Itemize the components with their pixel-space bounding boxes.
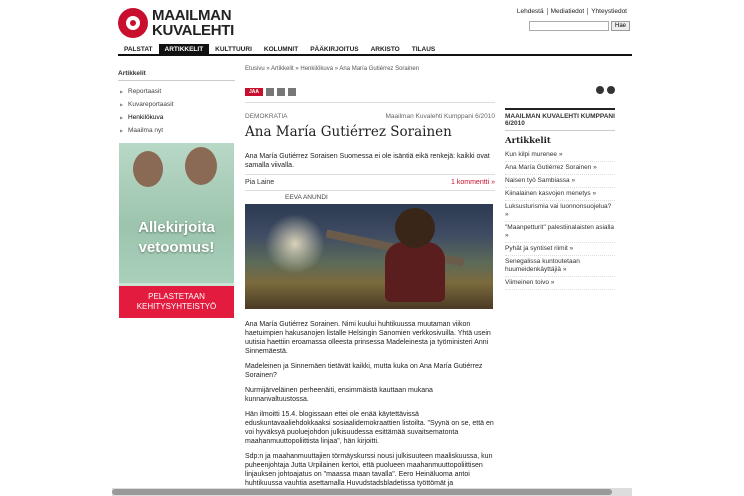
main-nav [118,44,632,56]
share-button[interactable]: JAA [245,88,263,96]
add-icon[interactable] [288,88,296,96]
search-button[interactable]: Hae [611,21,630,31]
toplink-lehdesta[interactable]: Lehdestä [516,8,544,15]
divider [245,102,495,103]
logo-mark-icon [118,8,148,38]
child-face-image [185,147,217,185]
sidebar-title: Artikkelit [118,70,235,81]
promo-band-line2: KEHITYSYHTEISTYÖ [136,302,217,311]
author: Pia Laine [245,179,275,186]
promo-band-line1: PELASTETAAN [148,292,205,301]
toplink-yhteystiedot[interactable]: Yhteystiedot [587,8,630,15]
nav-arkisto[interactable]: ARKISTO [370,46,400,53]
paragraph: Sdp:n ja maahanmuuttajien törmäyskurssi nousi julkisuuteen maaliskuussa, kun puheenjohtaja Jutta Urpilainen kertoi, että puolueen maahanmuuttopoliittisen linjauksen johtoajatus on "maassa maan tavalla". Eero Heinäluoma antoi huhtikuussa vauhtia asettamalla Huvudstadsbladetissa työttömät ja [245,453,493,487]
search-box [529,21,630,31]
photo-credit: EEVA ANUNDI [285,194,328,201]
article-photo [245,204,493,309]
issue-header: MAAILMAN KUVALEHTI KUMPPANI 6/2010 [505,108,615,131]
search-input[interactable] [529,21,609,31]
petition-banner[interactable] [119,143,234,318]
issue-link[interactable]: Kun kilpi murenee » [505,149,615,162]
child-face-image [133,151,163,187]
issue-link[interactable]: Viimeinen toivo » [505,277,615,290]
article-category: DEMOKRATIA [245,113,288,120]
facebook-icon[interactable] [266,88,274,96]
issue-link[interactable]: Kiinalainen kasvojen menetys » [505,188,615,201]
issue-link[interactable]: Pyhät ja syntiset riimit » [505,243,615,256]
right-tools [505,86,615,94]
toplink-mediatiedot[interactable]: Mediatiedot [547,8,588,15]
breadcrumb: Etusivu » Artikkelit » Henkilökuva » Ana María Gutiérrez Sorainen [245,66,420,72]
site-logo[interactable] [118,8,234,38]
page-title: Ana María Gutiérrez Sorainen [245,124,452,140]
sidebar-item-henkilokuva[interactable]: ▶ Henkilökuva [118,111,235,124]
byline [245,174,495,191]
article-body [245,320,495,496]
issue-link[interactable]: Ana María Gutiérrez Sorainen » [505,162,615,175]
sidebar-item-maailma-nyt[interactable]: ▶ Maailma nyt [118,124,235,137]
top-links [514,8,630,15]
paragraph: Madeleinen ja Sinnemäen tietävät kaikki, mutta kuka on Ana María Gutiérrez Sorainen? [245,363,483,379]
paragraph: Ana María Gutiérrez Sorainen. Nimi kuului huhtikuussa muutaman viikon haetuimpien hakusanojen listalle Helsingin Sanomien verkkosivuilla. Yhtä usein uutisia haettiin eroamassa olleesta prinsessa Madeleinesta ja työministeri Anni Sinnemäestä. [245,321,491,355]
promo-headline-2: vetoomus! [138,239,215,256]
scrollbar-thumb[interactable] [112,489,612,495]
promo-band [119,286,234,318]
email-icon[interactable] [596,86,604,94]
paragraph: Nurmijärveläinen perheenäiti, ensimmäistä kauttaan mukana kunnanvaltuustossa. [245,387,433,403]
logo-line1: MAAILMAN [152,7,232,24]
print-icon[interactable] [607,86,615,94]
nav-kulttuuri[interactable]: KULTTUURI [215,46,252,53]
nav-artikkelit[interactable]: ARTIKKELIT [159,44,210,54]
sidebar-item-reportaasit[interactable]: ▶ Reportaasit [118,85,235,98]
nav-palstat[interactable]: PALSTAT [124,46,153,53]
issue-link[interactable]: Senegalissa kuntoutetaan huumeidenkäyttäjiä » [505,256,615,277]
promo-headline-1: Allekirjoita [138,219,215,236]
right-sidebar [505,86,615,290]
issue-subtitle: Artikkelit [505,136,551,146]
share-tools [245,88,296,96]
promo-photo [119,143,234,283]
nav-tilaus[interactable]: TILAUS [411,46,436,53]
left-sidebar [118,70,235,137]
issue-link[interactable]: "Maanpetturit" palestiinalaisten asialla » [505,222,615,243]
comments-link[interactable]: 1 kommentti » [451,179,495,186]
article-issue: Maailman Kuvalehti Kumppani 6/2010 [385,113,495,120]
article-meta [245,113,495,120]
logo-line2: KUVALEHTI [152,22,235,39]
nav-kolumnit[interactable]: KOLUMNIT [263,46,299,53]
paragraph: Hän ilmoitti 15.4. blogissaan ettei ole enää käytettävissä eduskuntavaaliehdokkaaksi sosiaalidemokraattien listoilta. "Syynä on se, että en voi hyväksyä puoluejohdon julkisuudessa esittämää suvaitsematonta maahanmuuttopoliittista linjaa", hän kirjoitti. [245,411,494,445]
sidebar-item-kuvareportaasit[interactable]: ▶ Kuvareportaasit [118,98,235,111]
page [112,0,632,496]
issue-link[interactable]: Luksusturismia vai luonnonsuojelua? » [505,201,615,222]
horizontal-scrollbar[interactable] [112,488,632,496]
nav-paakirjoitus[interactable]: PÄÄKIRJOITUS [310,46,359,53]
article-main [245,66,495,487]
issue-link[interactable]: Naisen työ Sambiassa » [505,175,615,188]
twitter-icon[interactable] [277,88,285,96]
article-lead: Ana María Gutiérrez Soraisen Suomessa ei ole isäntiä eikä renkejä: kaikki ovat samalla viivalla. [245,153,490,169]
